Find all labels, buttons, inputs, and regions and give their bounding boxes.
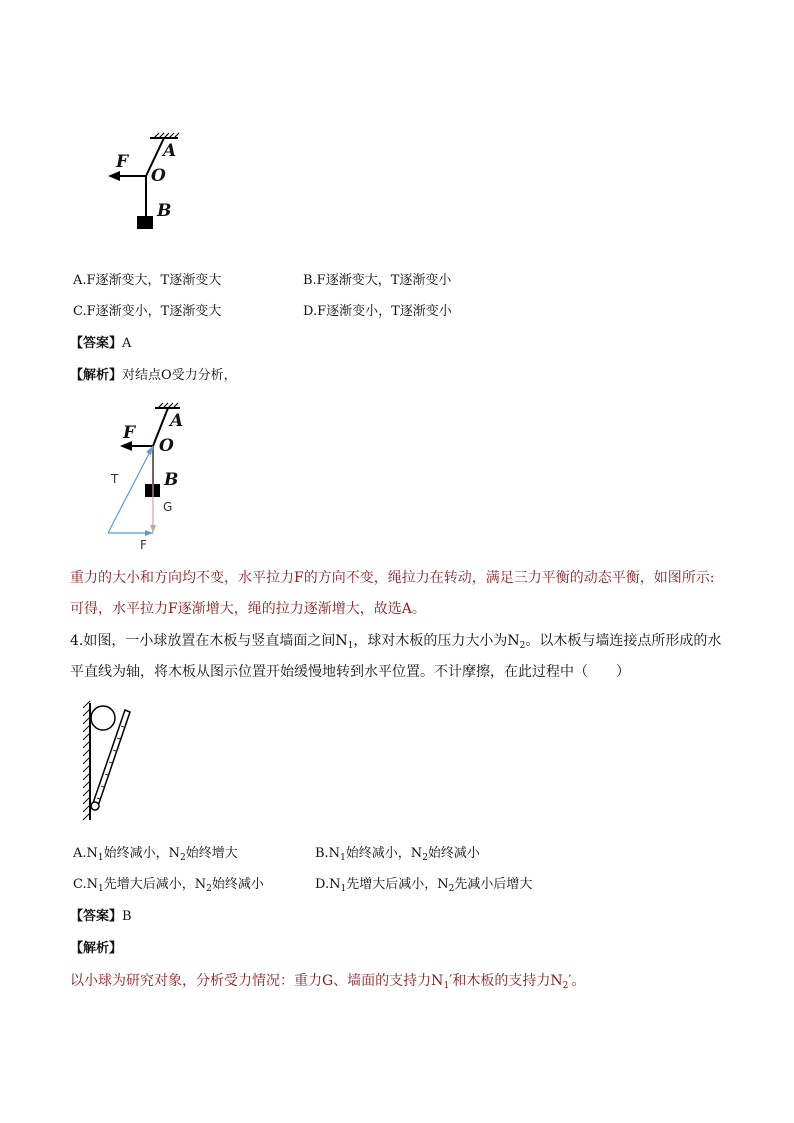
q3-option-c: C.F逐渐变小，T逐渐变大 <box>73 304 222 319</box>
q4-option-b-text2: 始终减小，N <box>345 846 423 861</box>
q3-analysis <box>70 368 237 384</box>
q4-option-d-text: D.N <box>315 877 341 892</box>
q4-option-c-sub2: 2 <box>206 884 212 894</box>
q4-explanation-part-b: ′和木板的支持力N <box>449 973 563 989</box>
q4-stem-part-c: 。以木板与墙连接点所形成的水 <box>525 633 722 649</box>
q4-option-d-text3: 先减小后增大 <box>454 877 533 892</box>
q3-fd-label-f-bottom: F <box>140 538 147 552</box>
q4-diagram <box>80 698 140 823</box>
q3-answer-label: 【答案】 <box>70 336 123 351</box>
q4-option-b-text3: 始终减小 <box>427 846 480 861</box>
q4-option-c-text: C.N <box>73 877 98 892</box>
q4-option-b-text: B.N <box>315 846 341 861</box>
q4-explanation <box>70 973 586 994</box>
q4-stem-sub1: 1 <box>347 641 354 651</box>
q3-label-f: F <box>116 152 129 172</box>
q3-explanation-line2: 可得，水平拉力F逐渐增大，绳的拉力逐渐增大，故选A。 <box>70 601 426 617</box>
q3-answer <box>70 336 131 352</box>
q4-option-a-text2: 始终减小，N <box>103 846 181 861</box>
q3-fd-label-f: F <box>123 423 136 443</box>
q3-option-d: D.F逐渐变小，T逐渐变小 <box>303 304 452 319</box>
q4-answer-label: 【答案】 <box>70 909 123 924</box>
q4-option-a-text3: 始终增大 <box>185 846 238 861</box>
q4-option-a-text: A.N <box>73 846 98 861</box>
q3-fd-label-b: B <box>164 470 179 490</box>
q4-option-c-sub1: 1 <box>98 884 104 894</box>
q4-option-a <box>73 846 238 866</box>
q4-option-c-text3: 始终减小 <box>211 877 264 892</box>
q3-option-a: A.F逐渐变大，T逐渐变大 <box>73 273 222 288</box>
q3-label-o: O <box>151 166 166 186</box>
q3-fd-label-t: T <box>111 472 119 486</box>
q3-fd-label-a: A <box>170 411 184 431</box>
q3-analysis-label: 【解析】 <box>70 368 123 383</box>
q4-explanation-sub2: 2 <box>562 981 569 991</box>
q4-option-c-text2: 先增大后减小，N <box>103 877 207 892</box>
q4-explanation-sub1: 1 <box>443 981 450 991</box>
q3-label-a: A <box>163 141 177 161</box>
q4-option-d-sub2: 2 <box>448 884 455 894</box>
q4-option-d-sub1: 1 <box>340 884 347 894</box>
q4-option-b-sub2: 2 <box>422 853 428 863</box>
q4-option-b <box>315 846 480 866</box>
q4-explanation-part-a: 以小球为研究对象，分析受力情况：重力G、墙面的支持力N <box>70 973 444 989</box>
q3-explanation-line1: 重力的大小和方向均不变，水平拉力F的方向不变，绳拉力在转动，满足三力平衡的动态平衡，如图所示: <box>70 570 715 586</box>
q4-stem-sub2: 2 <box>519 641 526 651</box>
q4-stem-part-b: ，球对木板的压力大小为N <box>353 633 520 649</box>
q4-option-c <box>73 877 264 897</box>
q3-fd-label-g: G <box>163 500 173 514</box>
q4-option-b-sub1: 1 <box>340 853 346 863</box>
q3-analysis-text: 对结点O受力分析， <box>122 368 237 383</box>
q4-explanation-part-c: ′。 <box>568 973 586 989</box>
q3-diagram <box>100 130 200 235</box>
q4-option-d <box>315 877 532 897</box>
q4-option-a-sub2: 2 <box>180 853 186 863</box>
q3-answer-value: A <box>122 336 132 351</box>
q4-option-d-text2: 先增大后减小，N <box>346 877 449 892</box>
q4-stem-part-a: 4.如图，一小球放置在木板与竖直墙面之间N <box>70 633 348 649</box>
q4-answer <box>70 909 132 925</box>
q4-stem-line2: 平直线为轴，将木板从图示位置开始缓慢地转到水平位置。不计摩擦，在此过程中（ ） <box>70 664 630 680</box>
q3-fd-label-o: O <box>159 436 174 456</box>
q4-answer-value: B <box>122 909 132 924</box>
q4-stem-line1 <box>70 633 721 654</box>
q4-option-a-sub1: 1 <box>97 853 104 863</box>
q3-option-b: B.F逐渐变大，T逐渐变小 <box>303 273 452 288</box>
q3-label-b: B <box>157 201 172 221</box>
q4-analysis-label: 【解析】 <box>70 941 123 956</box>
